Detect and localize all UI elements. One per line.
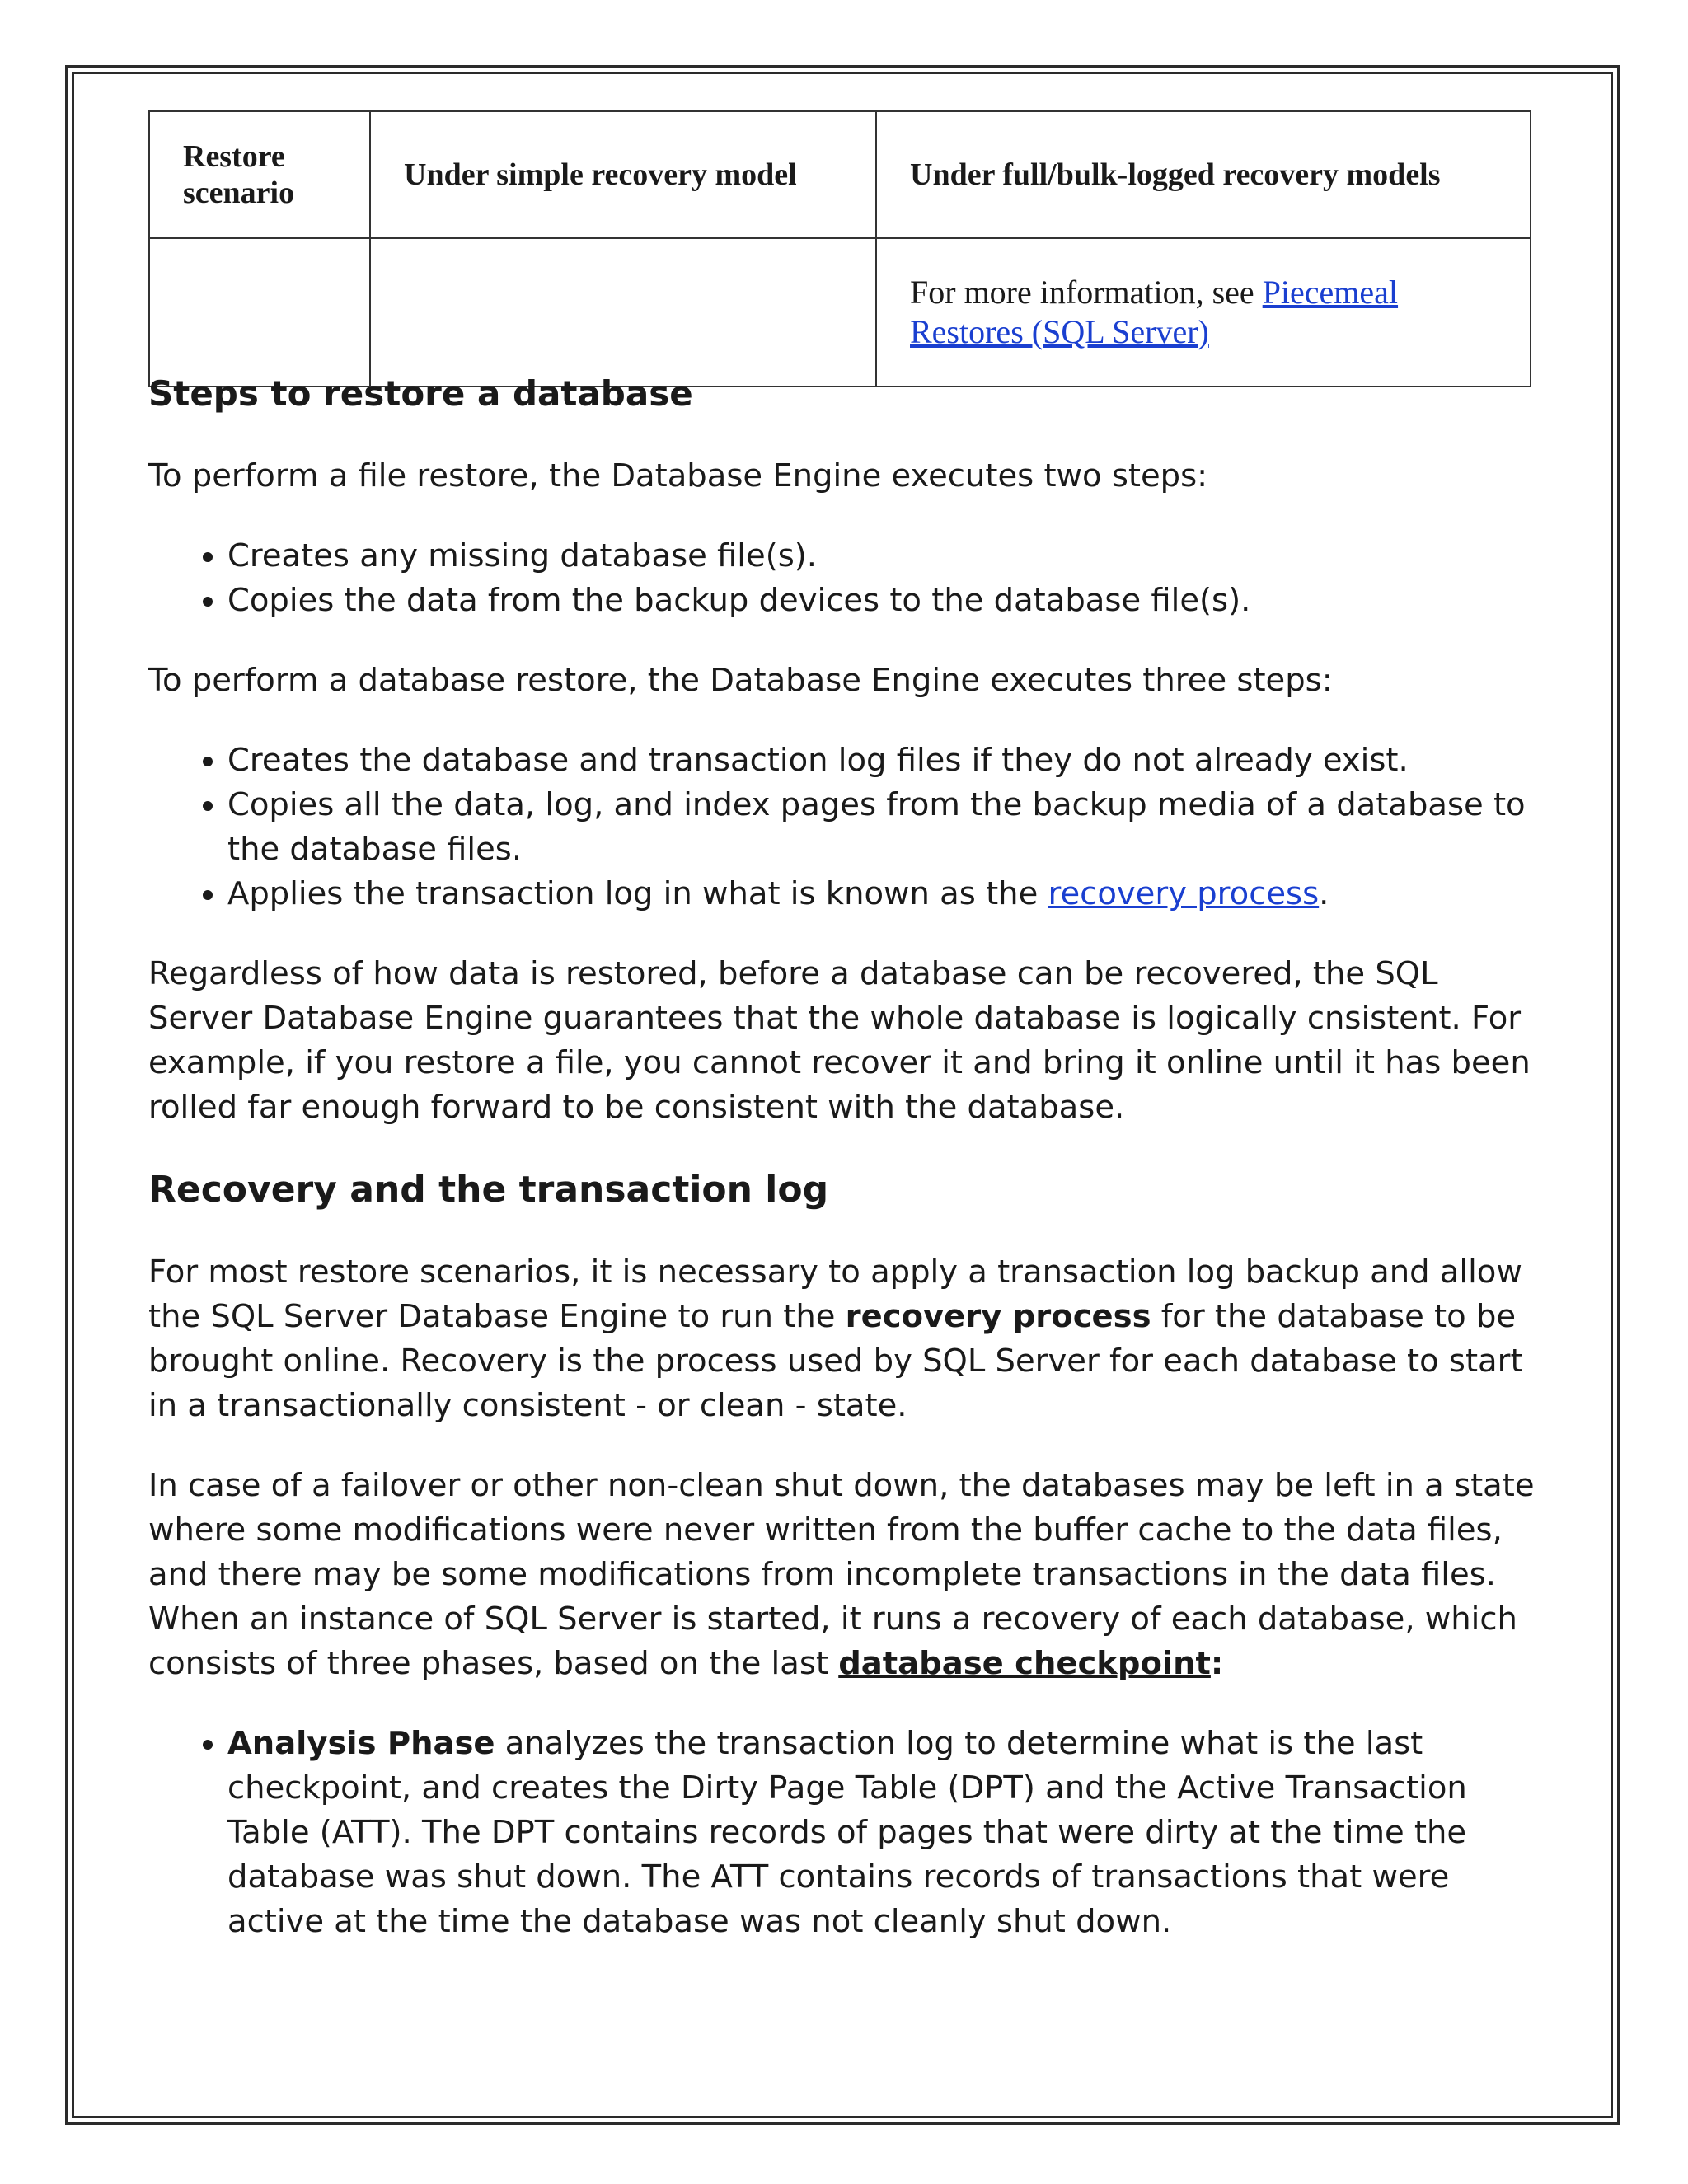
recovery-process-bold: recovery process [845, 1298, 1151, 1335]
heading-recovery-transaction-log: Recovery and the transaction log [148, 1169, 829, 1211]
database-restore-intro: To perform a database restore, the Database Engine executes three steps: [148, 662, 1333, 699]
header-full-bulk-recovery: Under full/bulk-logged recovery models [876, 111, 1531, 238]
restore-scenario-table [148, 110, 1531, 387]
recovery-process-link[interactable]: recovery process [1048, 875, 1320, 912]
recovery-phases-list [148, 1722, 1550, 1944]
list-item: • Creates any missing database file(s). [227, 534, 1550, 579]
step3-text: Applies the transaction log in what is known as the [227, 875, 1048, 912]
cell-more-info-text: For more information, see [910, 274, 1263, 311]
header-simple-recovery: Under simple recovery model [370, 111, 876, 238]
file-restore-intro: To perform a file restore, the Database Engine executes two steps: [148, 457, 1208, 494]
step3-period: . [1319, 875, 1329, 912]
piecemeal-restores-link[interactable]: Piecemeal Restores (SQL Server) [910, 274, 1399, 350]
list-item: • Copies the data from the backup devices to the database file(s). [227, 579, 1550, 623]
list-item: • Copies all the data, log, and index pages from the backup media of a database to the database files. [227, 783, 1550, 872]
table-header-row [149, 111, 1531, 238]
recovery-paragraph-pre: For most restore scenarios, it is necessary to apply a transaction log backup and allow the SQL Server Database Engine to run the [148, 1254, 1522, 1335]
recovery-paragraph [148, 1250, 1550, 1428]
analysis-phase-label: Analysis Phase [227, 1725, 495, 1762]
database-checkpoint-link[interactable]: database checkpoint [838, 1645, 1211, 1682]
analysis-phase-text: analyzes the transaction log to determine what is the last checkpoint, and creates the Dirty Page Table (DPT) and the Active Transaction Table (ATT). The DPT contains records of pages that were dirty at the time the database was shut down. The ATT contains records of transactions that were active at the time the database was not cleanly shut down. [227, 1725, 1467, 1940]
database-restore-steps [148, 738, 1550, 916]
failover-colon: : [1210, 1645, 1224, 1682]
list-item: • Creates the database and transaction log files if they do not already exist. [227, 738, 1550, 783]
regardless-paragraph: Regardless of how data is restored, before a database can be recovered, the SQL Server Database Engine guarantees that the whole database is logically cnsistent. For example, if you restore a file, you cannot recover it and bring it online until it has been rolled far enough forward to be consistent with the database. [148, 955, 1531, 1126]
file-restore-steps [148, 534, 1550, 623]
failover-paragraph-pre: In case of a failover or other non-clean shut down, the databases may be left in a state where some modifications were never written from the buffer cache to the data files, and there may be some modifications from incomplete transactions in the data files. When an instance of SQL Server is started, it runs a recovery of each database, which consists of three phases, based on the last [148, 1467, 1535, 1682]
list-item [227, 872, 1550, 916]
recovery-paragraph-post: for the database to be brought online. Recovery is the process used by SQL Server for each database to start in a transactionally consistent - or clean - state. [148, 1298, 1523, 1424]
failover-paragraph [148, 1464, 1550, 1686]
header-restore-scenario: Restore scenario [149, 111, 370, 238]
document-body [148, 363, 1550, 1944]
list-item [227, 1722, 1550, 1944]
heading-steps-to-restore: Steps to restore a database [148, 373, 693, 414]
